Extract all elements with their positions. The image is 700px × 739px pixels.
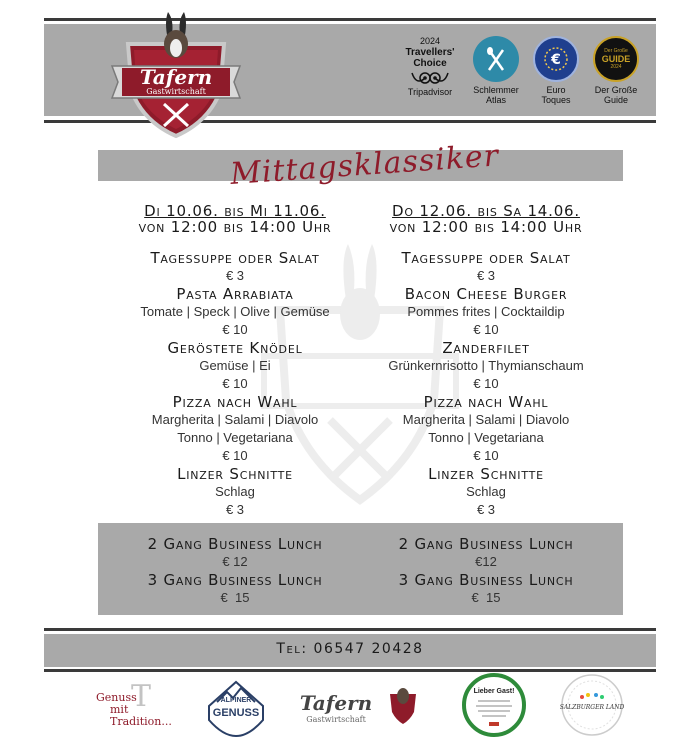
der-grosse-guide-award (590, 36, 642, 105)
dish-name: Geröstete Knödel (167, 339, 303, 357)
tafern-footer-logo (300, 684, 420, 726)
phone-number[interactable]: Tel: 06547 20428 (276, 641, 424, 657)
business-lunch-price: €12 (475, 554, 497, 569)
menu-column-right (376, 203, 596, 519)
alpiner-genuss-logo (205, 676, 267, 738)
dish-price: € 3 (225, 502, 245, 517)
dish-price: € 10 (473, 448, 499, 463)
svg-text:€: € (551, 52, 561, 68)
tripadvisor-line-1: Travellers' (405, 47, 455, 58)
lieber-gast-heading: Lieber Gast! (473, 688, 515, 695)
guide-badge (593, 36, 639, 82)
dish-description: Grünkernrisotto | Thymianschaum (388, 358, 584, 373)
guide-label-1: Der Große (594, 85, 638, 95)
dish-name: Pizza nach Wahl (423, 393, 549, 411)
euro-toques-emblem-icon (541, 44, 571, 74)
dish-description: Pommes frites | Cocktaildip (407, 304, 565, 319)
dish-description: Tonno | Vegetariana (177, 430, 293, 445)
page-title: Mittagsklassiker (229, 138, 501, 193)
alpiner-main-text: GENUSS (212, 707, 260, 719)
dish-name: Pasta Arrabiata (176, 285, 294, 303)
dish-description: Margherita | Salami | Diavolo (402, 412, 570, 427)
business-lunch-name: 2 Gang Business Lunch (147, 535, 323, 553)
svg-text:T: T (130, 680, 152, 710)
euro-toques-award (530, 36, 582, 105)
dish-name: Pizza nach Wahl (172, 393, 298, 411)
tripadvisor-year: 2024 (419, 36, 441, 46)
guide-label-2: Guide (603, 95, 629, 105)
euro-toques-badge (533, 36, 579, 82)
footer-tafern-sub: Gastwirtschaft (306, 715, 366, 724)
genuss-line-1: Genuss (96, 691, 137, 704)
dish-price: € 10 (473, 376, 499, 391)
business-lunch-right (376, 535, 596, 607)
footer-top-rule (44, 628, 656, 631)
dish-description: Schlag (466, 484, 506, 499)
logo-brand-text: Tafern (139, 65, 213, 89)
schlemmer-label-1: Schlemmer (473, 85, 519, 95)
date-range-right: Do 12.06. bis Sa 14.06. (392, 202, 580, 220)
genuss-mit-tradition-logo (96, 680, 191, 728)
business-lunch-price: € 15 (471, 590, 501, 605)
dish-name: Linzer Schnitte (177, 465, 293, 483)
dish-description: Margherita | Salami | Diavolo (151, 412, 319, 427)
footer-bottom-rule (44, 669, 656, 672)
business-lunch-name: 3 Gang Business Lunch (147, 571, 323, 589)
tafern-crest-logo (108, 4, 244, 140)
dish-price: € 10 (222, 322, 248, 337)
business-lunch-name: 2 Gang Business Lunch (398, 535, 574, 553)
time-right: von 12:00 bis 14:00 Uhr (389, 218, 583, 236)
tripadvisor-owl-icon (410, 69, 450, 87)
dish-name: Tagessuppe oder Salat (150, 249, 320, 267)
dish-description: Tonno | Vegetariana (428, 430, 544, 445)
schlemmer-atlas-badge (473, 36, 519, 82)
dish-price: € 10 (222, 376, 248, 391)
dish-price: € 10 (473, 322, 499, 337)
tripadvisor-label: Tripadvisor (407, 87, 453, 97)
schlemmer-atlas-award (470, 36, 522, 105)
tripadvisor-award (398, 36, 462, 105)
dish-price: € 3 (476, 502, 496, 517)
euro-toques-label-1: Euro (546, 85, 566, 95)
salzburger-land-text: SALZBURGER LAND (560, 704, 624, 711)
dish-description: Tomate | Speck | Olive | Gemüse (140, 304, 330, 319)
business-lunch-price: € 12 (222, 554, 248, 569)
business-lunch-left (125, 535, 345, 607)
business-lunch-name: 3 Gang Business Lunch (398, 571, 574, 589)
dish-price: € 10 (222, 448, 248, 463)
logo-sub-text: Gastwirtschaft (146, 87, 206, 96)
euro-toques-label-2: Toques (541, 95, 571, 105)
time-left: von 12:00 bis 14:00 Uhr (138, 218, 332, 236)
dish-name: Bacon Cheese Burger (404, 285, 568, 303)
date-range-left: Di 10.06. bis Mi 11.06. (144, 202, 326, 220)
schlemmer-label-2: Atlas (485, 95, 506, 105)
menu-column-left (125, 203, 345, 519)
guide-badge-top: Der Große (604, 48, 628, 54)
dish-price: € 3 (225, 268, 245, 283)
genuss-line-2: mit Tradition... (110, 703, 172, 728)
dish-description: Gemüse | Ei (199, 358, 271, 373)
award-badges (398, 36, 642, 105)
guide-badge-main: GUIDE (601, 54, 631, 64)
lieber-gast-allergen-logo (462, 673, 526, 737)
footer-tafern-brand: Tafern (300, 691, 373, 715)
alpiner-top-text: ALPINER (220, 697, 252, 704)
dish-name: Linzer Schnitte (428, 465, 544, 483)
dish-price: € 3 (476, 268, 496, 283)
dish-description: Schlag (215, 484, 255, 499)
spoon-fork-icon (481, 44, 511, 74)
tripadvisor-line-2: Choice (413, 58, 447, 69)
business-lunch-price: € 15 (220, 590, 250, 605)
dish-name: Tagessuppe oder Salat (401, 249, 571, 267)
salzburger-land-logo (560, 673, 624, 737)
dish-name: Zanderfilet (442, 339, 530, 357)
guide-badge-year: 2024 (610, 64, 622, 70)
